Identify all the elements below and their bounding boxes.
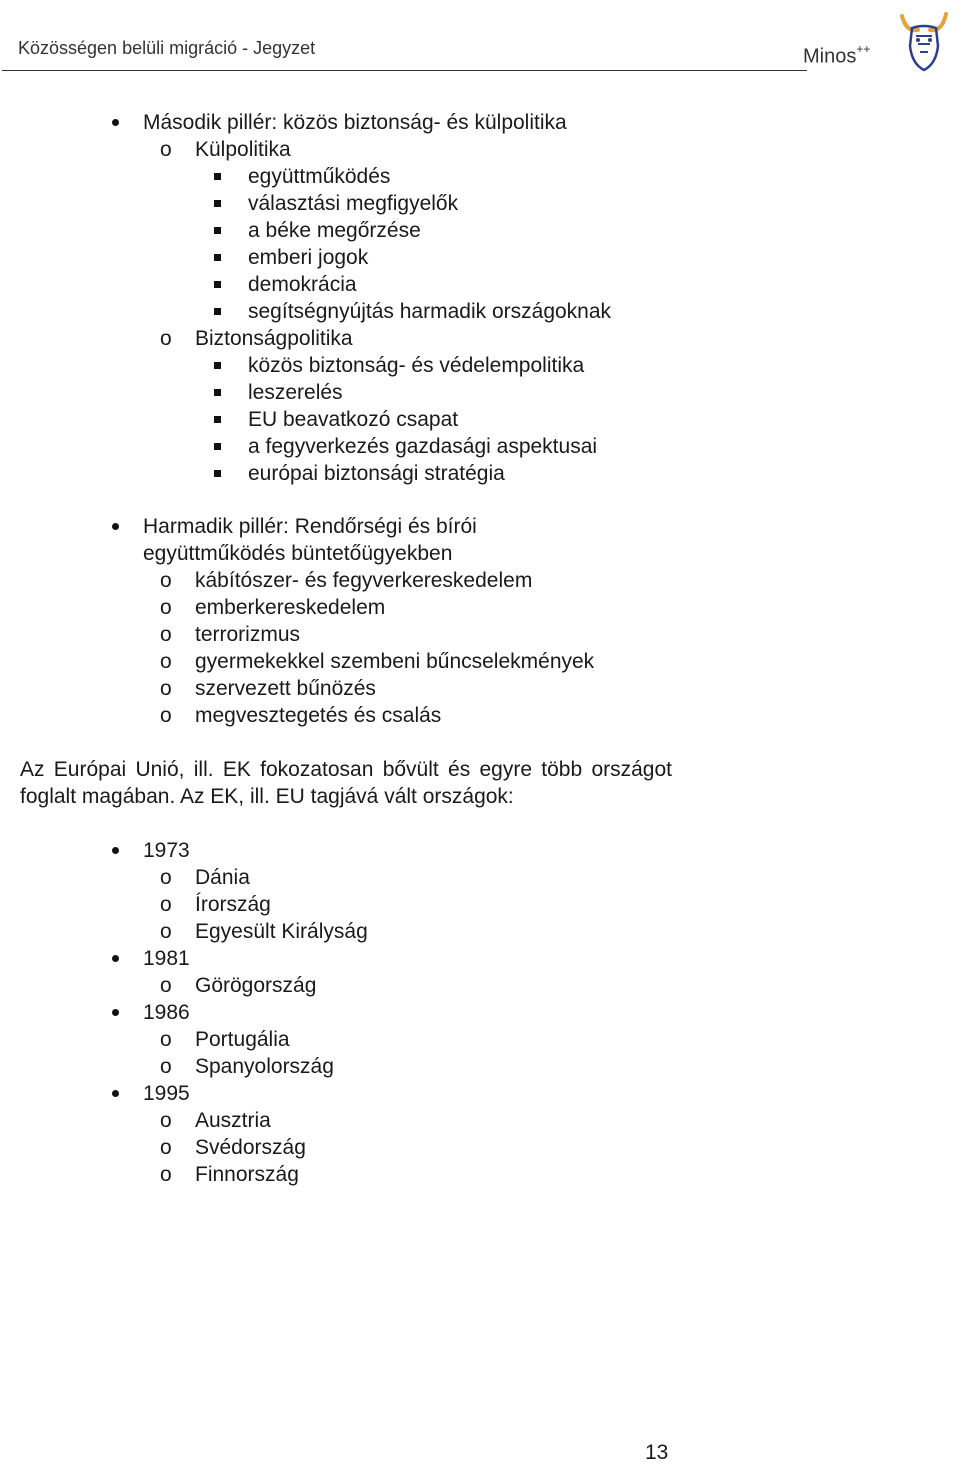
bullet-square-icon [214, 173, 221, 180]
list-item: leszerelés [248, 381, 343, 404]
bullet-square-icon [214, 389, 221, 396]
bullet-circle-icon: o [160, 704, 172, 727]
document-title: Közösségen belüli migráció - Jegyzet [18, 38, 316, 58]
subsection-heading: Külpolitika [195, 138, 291, 161]
bullet-circle-icon: o [160, 920, 172, 943]
bullet-circle-icon: o [160, 1028, 172, 1051]
page-header [0, 0, 960, 80]
country-item: Görögország [195, 974, 317, 997]
brand-name [803, 44, 870, 69]
bullet-square-icon [214, 200, 221, 207]
bullet-square-icon [214, 416, 221, 423]
brand-text: Minos [803, 45, 857, 68]
bullet-square-icon [214, 227, 221, 234]
country-item: Finnország [195, 1163, 299, 1186]
country-item: Egyesült Királyság [195, 920, 368, 943]
list-item: európai biztonsági stratégia [248, 462, 505, 485]
list-item: kábítószer- és fegyverkereskedelem [195, 569, 533, 592]
section-heading: Harmadik pillér: Rendőrségi és bírói [143, 515, 477, 538]
country-item: Portugália [195, 1028, 290, 1051]
bullet-circle-icon: o [160, 1136, 172, 1159]
list-item: választási megfigyelők [248, 192, 459, 215]
list-item: szervezett bűnözés [195, 677, 376, 700]
enlargement-year: 1981 [143, 947, 190, 970]
country-item: Ausztria [195, 1109, 271, 1132]
list-item: EU beavatkozó csapat [248, 408, 459, 431]
country-item: Spanyolország [195, 1055, 334, 1078]
bullet-dot-icon [112, 1090, 119, 1097]
list-item: közös biztonság- és védelempolitika [248, 354, 585, 377]
bullet-square-icon [214, 281, 221, 288]
bullet-circle-icon: o [160, 1163, 172, 1186]
bullet-square-icon [214, 308, 221, 315]
brand-superscript: ++ [856, 42, 871, 56]
country-item: Svédország [195, 1136, 306, 1159]
subsection-heading: Biztonságpolitika [195, 327, 353, 350]
list-item: terrorizmus [195, 623, 301, 646]
list-item: emberi jogok [248, 246, 369, 269]
bullet-circle-icon: o [160, 1109, 172, 1132]
bullet-square-icon [214, 443, 221, 450]
bullet-circle-icon: o [160, 974, 172, 997]
list-item: demokrácia [248, 273, 357, 296]
bullet-dot-icon [112, 847, 119, 854]
bullet-circle-icon: o [160, 327, 172, 350]
header-divider [2, 70, 807, 71]
bullet-dot-icon [112, 955, 119, 962]
bullet-circle-icon: o [160, 1055, 172, 1078]
list-item: a fegyverkezés gazdasági aspektusai [248, 435, 598, 458]
bullet-square-icon [214, 470, 221, 477]
bullet-circle-icon: o [160, 650, 172, 673]
page-number: 13 [645, 1441, 669, 1464]
enlargement-year: 1986 [143, 1001, 190, 1024]
bullet-dot-icon [112, 523, 119, 530]
list-item: gyermekekkel szembeni bűncselekmények [195, 650, 595, 673]
bullet-circle-icon: o [160, 569, 172, 592]
list-item: segítségnyújtás harmadik országoknak [248, 300, 612, 323]
section-heading: Második pillér: közös biztonság- és külpolitika [143, 111, 567, 134]
country-item: Dánia [195, 866, 250, 889]
section-heading-continuation: együttműködés büntetőügyekben [143, 542, 453, 565]
country-item: Írország [195, 893, 271, 916]
bullet-circle-icon: o [160, 677, 172, 700]
bullet-circle-icon: o [160, 866, 172, 889]
bullet-square-icon [214, 362, 221, 369]
minos-bull-logo-icon [896, 6, 952, 74]
bullet-circle-icon: o [160, 596, 172, 619]
list-item: a béke megőrzése [248, 219, 421, 242]
enlargement-year: 1973 [143, 839, 190, 862]
bullet-square-icon [214, 254, 221, 261]
list-item: együttműködés [248, 165, 391, 188]
enlargement-year: 1995 [143, 1082, 190, 1105]
bullet-dot-icon [112, 1009, 119, 1016]
list-item: megvesztegetés és csalás [195, 704, 442, 727]
bullet-dot-icon [112, 119, 119, 126]
enlargement-paragraph: Az Európai Unió, ill. EK fokozatosan bővült és egyre több országot foglalt magában. Az EK, ill. EU tagjává vált országok: [20, 758, 672, 808]
bullet-circle-icon: o [160, 623, 172, 646]
bullet-circle-icon: o [160, 893, 172, 916]
list-item: emberkereskedelem [195, 596, 386, 619]
bullet-circle-icon: o [160, 138, 172, 161]
